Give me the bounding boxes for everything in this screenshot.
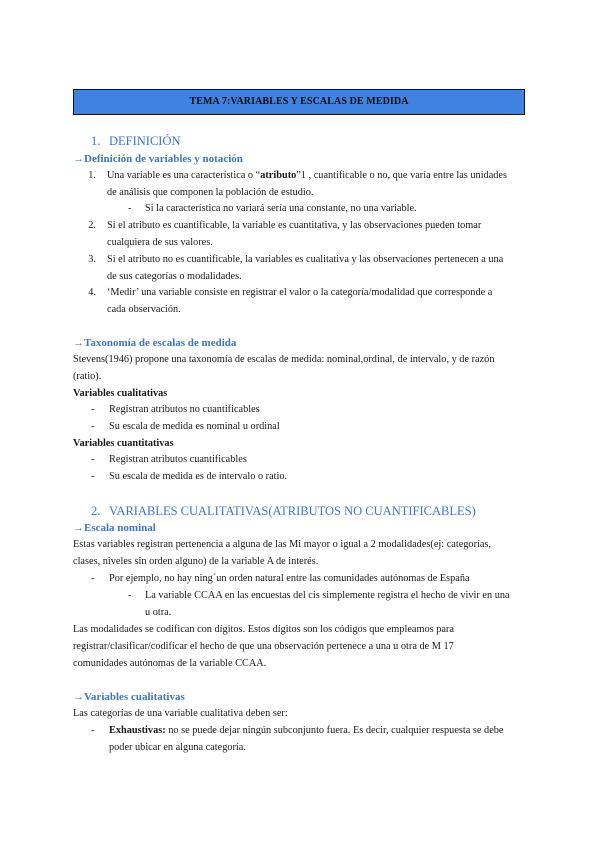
section-number: 2. [91,504,101,518]
bold-term: atributo [260,170,297,181]
section-heading-1 [91,133,181,149]
list-item-text: cualquiera de sus valores. [107,237,213,248]
dash-bullet: - [91,573,95,584]
section-heading-2 [91,503,476,519]
list-item-text: poder ubicar en alguna categoría. [109,742,246,753]
text-run: Una variable es una característica o “ [107,170,261,181]
paragraph-line: clases, niveles sin orden alguno) de la variable A de interés. [73,556,319,567]
list-item-text [107,168,507,184]
list-number: 4. [88,287,96,298]
list-item-text: La variable CCAA en las encuestas del cis simplemente registra el hecho de vivir en una [145,590,510,601]
subheading-taxonomia: →Taxonomía de escalas de medida [73,337,237,349]
subheading-variables-cualitativas: →Variables cualitativas [73,691,185,703]
list-number: 2. [88,220,96,231]
paragraph-line: comunidades autónomas de la variable CCAA. [73,658,267,669]
list-item-text [109,723,504,739]
bold-term: Exhaustivas: [109,725,166,736]
list-item-text: Por ejemplo, no hay ning´un orden natural entre las comunidades autónomas de España [109,573,470,584]
paragraph-line: registrar/clasificar/codificar el hecho de que una observación pertenece a una u otra de M 17 [73,641,454,652]
subheading-escala-nominal: →Escala nominal [73,522,156,534]
list-item-text: Registran atributos cuantificables [109,454,247,465]
section-title: DEFINICIÓN [109,134,181,148]
paragraph-line: Estas variables registran pertenencia a alguna de las Mi mayor o igual a 2 modalidades(ej: categorías, [73,539,492,550]
list-item-text: de análisis que componen la población de estudio. [107,187,314,198]
bold-heading-cuantitativas: Variables cuantitativas [73,438,174,449]
page-title: TEMA 7:VARIABLES Y ESCALAS DE MEDIDA [73,89,525,115]
section-number: 1. [91,134,101,148]
list-item-text: Si la característica no variará sería una constante, no una variable. [145,203,417,214]
dash-bullet: - [128,203,132,214]
text-run: no se puede dejar ningún subconjunto fuera. Es decir, cualquier respuesta se debe [165,725,504,736]
dash-bullet: - [91,404,95,415]
paragraph-line: (ratio). [73,371,102,382]
text-run: ”1 , cuantificable o no, que varía entre las unidades [296,170,507,181]
list-item-text: Registran atributos no cuantificables [109,404,260,415]
paragraph-line: Las modalidades se codifican con dígitos. Estos dígitos son los códigos que empleamos para [73,624,454,635]
dash-bullet: - [91,421,95,432]
list-item-text: u otra. [145,607,172,618]
list-item-text: cada observación. [107,304,181,315]
list-number: 3. [88,254,96,265]
paragraph-line: Stevens(1946) propone una taxonomía de escalas de medida: nominal,ordinal, de intervalo, y de razón [73,354,495,365]
dash-bullet: - [91,454,95,465]
dash-bullet: - [91,725,95,736]
section-title: VARIABLES CUALITATIVAS(ATRIBUTOS NO CUANTIFICABLES) [109,504,476,518]
subheading-definicion: →Definición de variables y notación [73,153,243,165]
list-item-text: Su escala de medida es nominal u ordinal [109,421,280,432]
dash-bullet: - [91,471,95,482]
list-number: 1. [88,170,96,181]
list-item-text: Su escala de medida es de intervalo o ratio. [109,471,288,482]
list-item-text: Si el atributo es cuantificable, la variable es cuantitativa, y las observaciones pueden tomar [107,220,482,231]
bold-heading-cualitativas: Variables cualitativas [73,388,168,399]
list-item-text: Si el atributo no es cuantificable, la variables es cualitativa y las observaciones pertenecen a una [107,254,504,265]
list-item-text: de sus categorías o modalidades. [107,271,242,282]
list-item-text: ‘Medir’ una variable consiste en registrar el valor o la categoría/modalidad que corresponde a [107,287,493,298]
dash-bullet: - [128,590,132,601]
paragraph-line: Las categorías de una variable cualitativa deben ser: [73,708,288,719]
